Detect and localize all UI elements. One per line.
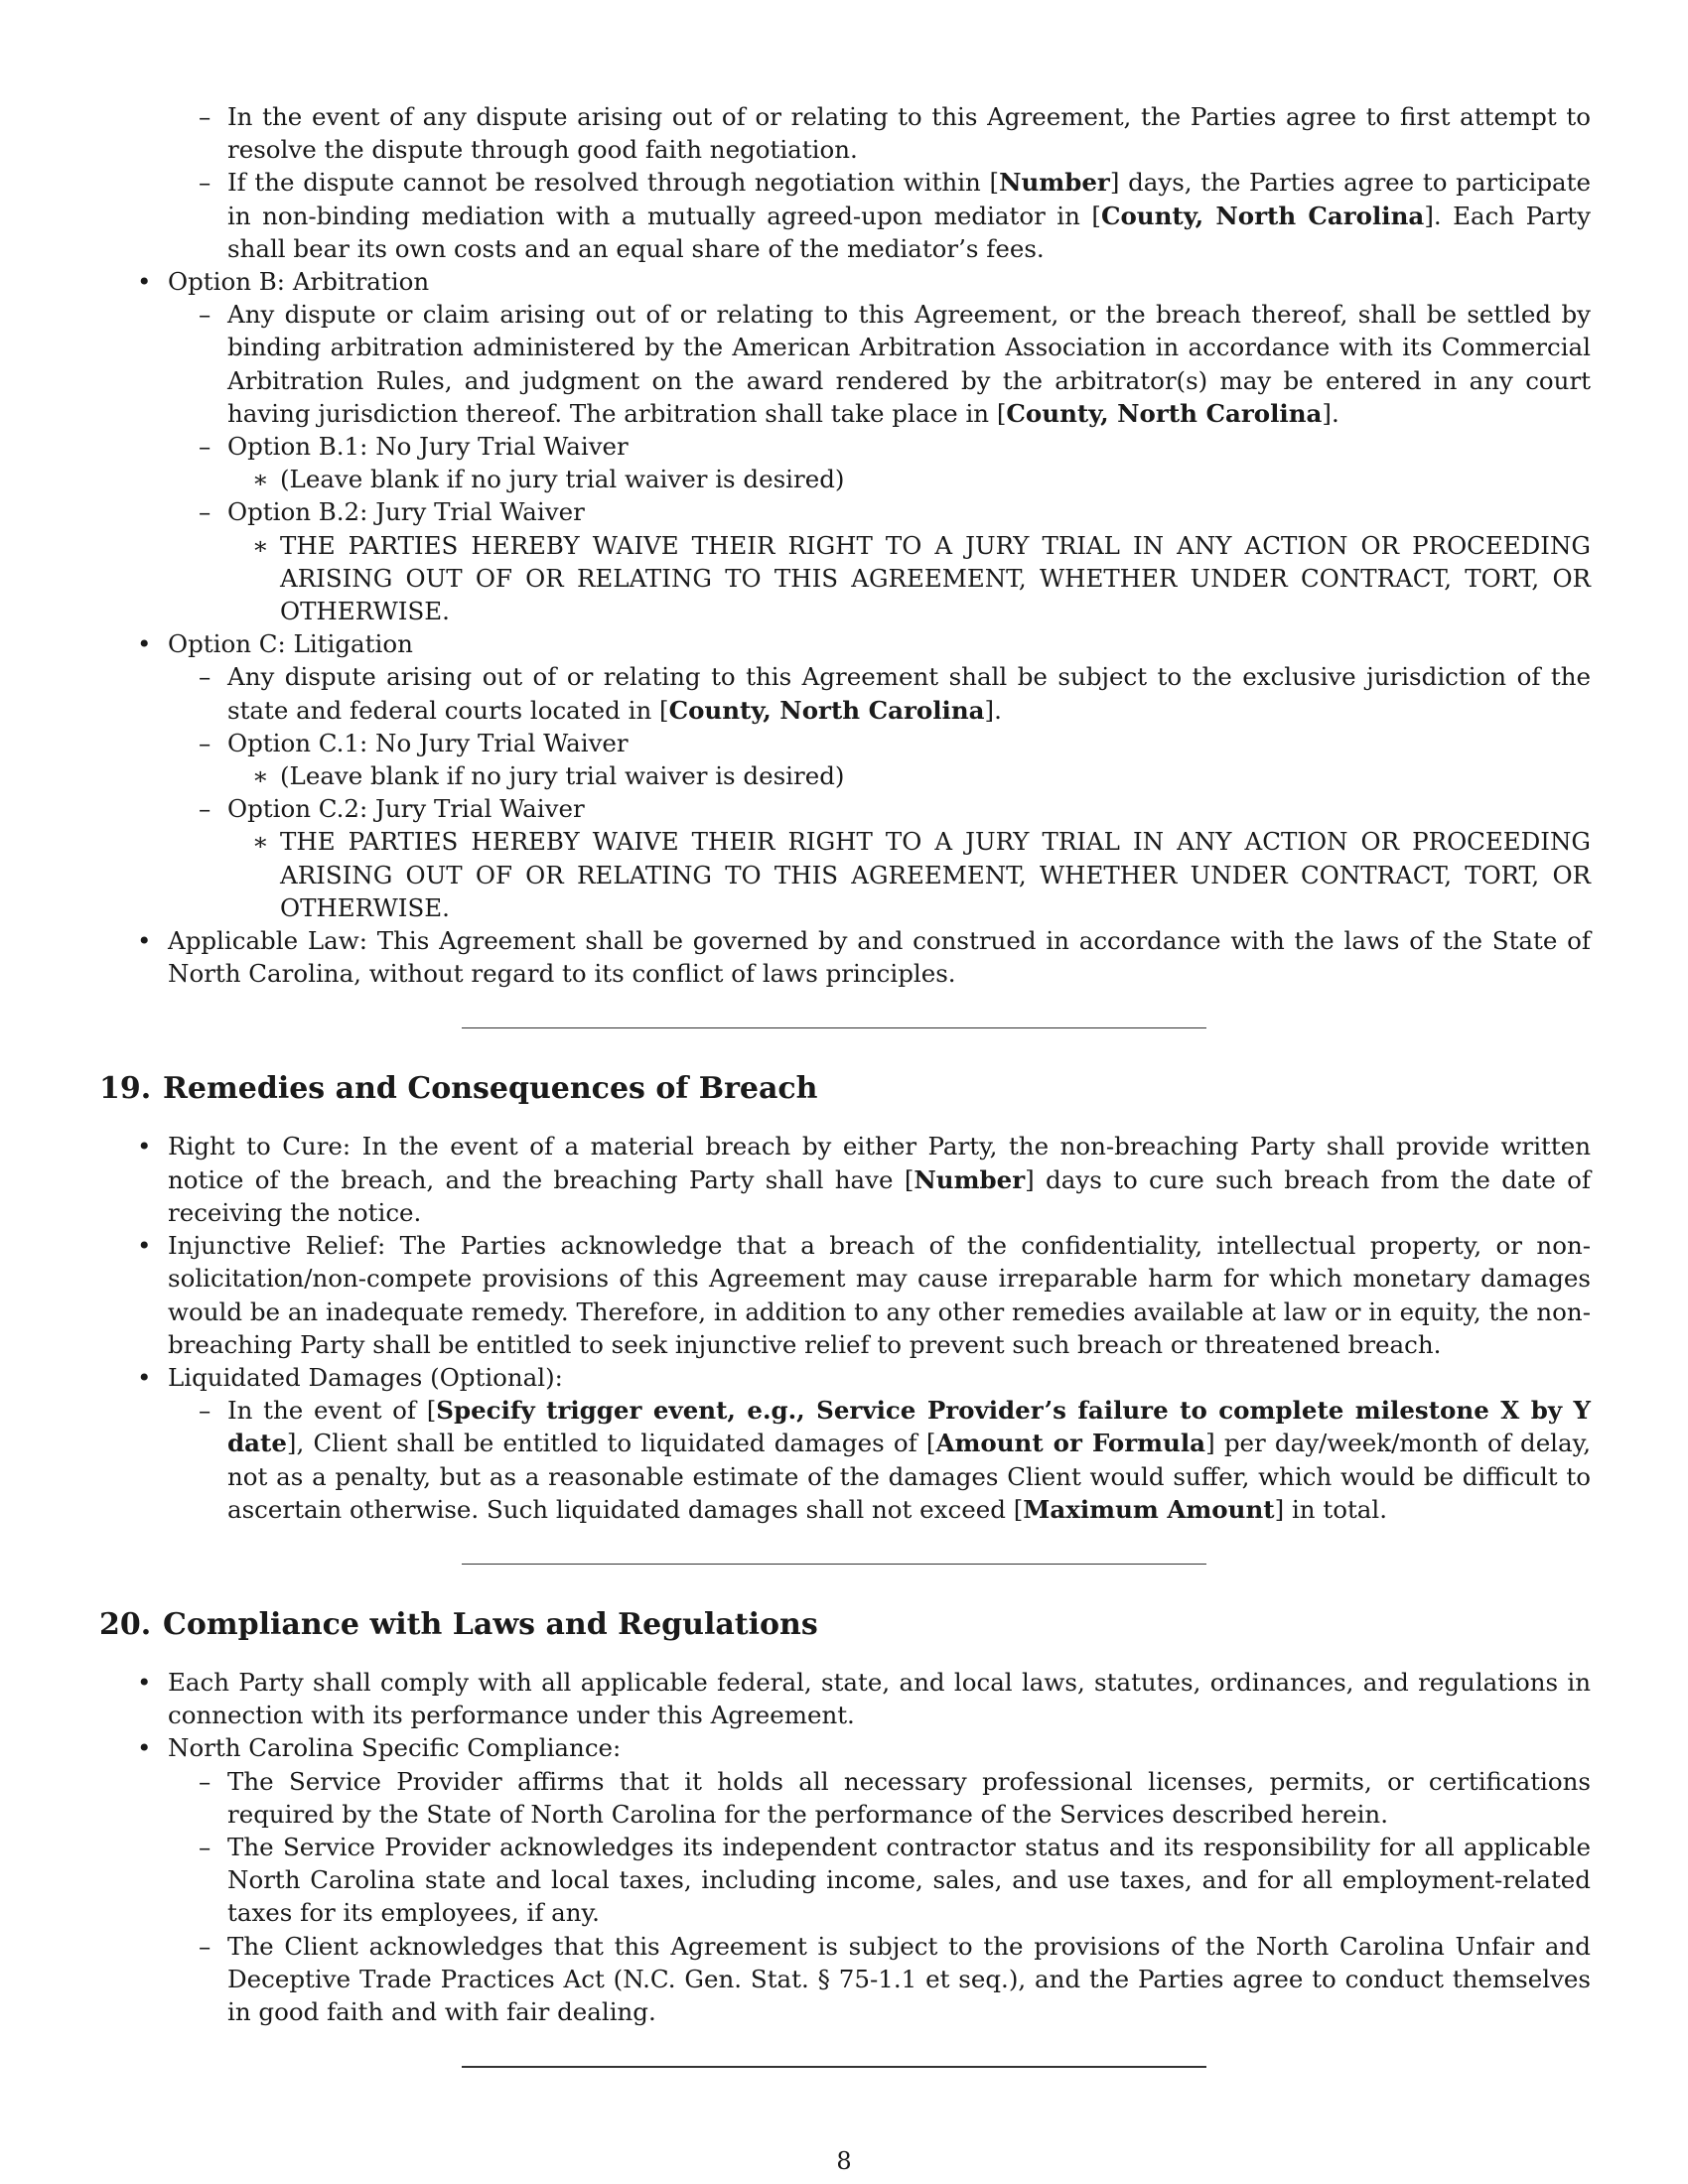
option-c1-note xyxy=(99,759,1591,792)
option-b-subitems xyxy=(99,298,1591,463)
option-c1-text: (Leave blank if no jury trial waiver is desired) xyxy=(280,761,845,791)
right-to-cure-text: Right to Cure: In the event of a material breach by either Party, the non-breaching Party shall provide written notice of the breach, and the breaching Party shall have [Number] days to cure such breach from the date of receiving the notice. xyxy=(168,1132,1591,1227)
nc-compliance-item xyxy=(99,1731,1591,1764)
general-compliance-item xyxy=(99,1666,1591,1731)
option-b1-label: Option B.1: No Jury Trial Waiver xyxy=(227,432,629,462)
option-c-label: Option C: Litigation xyxy=(168,629,413,659)
option-b1-note xyxy=(99,463,1591,495)
placeholder-field: County, North Carolina xyxy=(1006,398,1323,428)
option-c1-label: Option C.1: No Jury Trial Waiver xyxy=(227,728,629,757)
option-b2-text: THE PARTIES HEREBY WAIVE THEIR RIGHT TO A JURY TRIAL IN ANY ACTION OR PROCEEDING ARISING OUT OF OR RELATING TO THIS AGREEMENT, WHETHER UNDER CONTRACT, TORT, OR OTHERWISE. xyxy=(280,530,1591,626)
option-b-text: Any dispute or claim arising out of or relating to this Agreement, or the breach thereof, shall be settled by binding arbitration administered by the American Arbitration Association in accordance with its Commercial Arbitration Rules, and judgment on the award rendered by the arbitrator(s) may be entered in any court having jurisdiction thereof. The arbitration shall take place in [County, North Carolina]. xyxy=(227,300,1591,428)
section-19-heading xyxy=(99,1070,1591,1108)
option-b2-subitems xyxy=(99,529,1591,628)
option-b-label: • Option B: Arbitration xyxy=(168,267,430,297)
option-b2-list xyxy=(99,495,1591,528)
nc-udtpa-item xyxy=(99,1930,1591,2029)
page-content xyxy=(99,100,1591,2068)
nc-compliance-subitems xyxy=(99,1765,1591,2029)
applicable-law-list xyxy=(99,924,1591,990)
option-c2-item xyxy=(99,792,1591,825)
option-c-litigation xyxy=(99,627,1591,660)
option-c1-subitems xyxy=(99,759,1591,792)
section-19-list xyxy=(99,1130,1591,1394)
section-divider xyxy=(462,1027,1206,1028)
option-c2-subitems xyxy=(99,825,1591,924)
option-c-text: Any dispute arising out of or relating to this Agreement shall be subject to the exclusive jurisdiction of the state and federal courts located in [County, North Carolina]. xyxy=(227,662,1591,725)
section-divider xyxy=(462,2066,1206,2068)
option-a-mediation xyxy=(99,166,1591,265)
placeholder-field: Number xyxy=(914,1164,1026,1194)
right-to-cure-item xyxy=(99,1130,1591,1229)
option-a-negotiation-text: In the event of any dispute arising out of or relating to this Agreement, the Parties agree to first attempt to resolve the dispute through good faith negotiation. xyxy=(227,102,1591,165)
option-a-negotiation xyxy=(99,100,1591,166)
option-b2-waiver xyxy=(99,529,1591,628)
applicable-law-item xyxy=(99,924,1591,990)
liquidated-damages-text: In the event of [Specify trigger event, e.g., Service Provider’s failure to complete milestone X by Y date], Client shall be entitled to liquidated damages of [Amount or Formula] per day/week/month of delay, not as a penalty, but as a reasonable estimate of the damages Client would suffer, which would be difficult to ascertain otherwise. Such liquidated damages shall not exceed [Maximum Amount] in total. xyxy=(227,1396,1592,1524)
injunctive-relief-item xyxy=(99,1229,1591,1361)
placeholder-field: Maximum Amount xyxy=(1023,1494,1275,1524)
nc-licenses-text: The Service Provider affirms that it holds all necessary professional licenses, permits, or certifications required by the State of North Carolina for the performance of the Services described herein. xyxy=(227,1766,1591,1829)
page-number: 8 xyxy=(836,2147,852,2175)
option-b2-item xyxy=(99,495,1591,528)
section-20-number: 20. xyxy=(99,1606,152,1642)
option-b1-item xyxy=(99,430,1591,463)
option-a-subitems xyxy=(99,100,1591,265)
general-compliance-text: Each Party shall comply with all applicable federal, state, and local laws, statutes, ordinances, and regulations in connection with its performance under this Agreement. xyxy=(168,1667,1591,1730)
option-c2-text: THE PARTIES HEREBY WAIVE THEIR RIGHT TO A JURY TRIAL IN ANY ACTION OR PROCEEDING ARISING OUT OF OR RELATING TO THIS AGREEMENT, WHETHER UNDER CONTRACT, TORT, OR OTHERWISE. xyxy=(280,827,1591,922)
option-c1-item xyxy=(99,727,1591,759)
section-20-title: Compliance with Laws and Regulations xyxy=(163,1606,818,1642)
option-c2-waiver xyxy=(99,825,1591,924)
placeholder-field: Number xyxy=(999,168,1110,198)
liquidated-damages-clause xyxy=(99,1394,1591,1526)
liquidated-damages-item xyxy=(99,1361,1591,1394)
option-b-arbitration xyxy=(99,265,1591,298)
nc-compliance-label: North Carolina Specific Compliance: xyxy=(168,1733,622,1763)
section-19-title: Remedies and Consequences of Breach xyxy=(163,1071,818,1107)
applicable-law-text: Applicable Law: This Agreement shall be governed by and construed in accordance with the laws of the State of North Carolina, without regard to its conflict of laws principles. xyxy=(168,926,1591,989)
option-c2-label: Option C.2: Jury Trial Waiver xyxy=(227,794,585,824)
nc-taxes-item xyxy=(99,1831,1591,1930)
option-c-list xyxy=(99,627,1591,660)
nc-taxes-text: The Service Provider acknowledges its independent contractor status and its responsibility for all applicable North Carolina state and local taxes, including income, sales, and use taxes, and for all employment-related taxes for its employees, if any. xyxy=(227,1832,1591,1928)
injunctive-relief-text: Injunctive Relief: The Parties acknowledge that a breach of the confidentiality, intellectual property, or non-solicitation/non-compete provisions of this Agreement may cause irreparable harm for which monetary damages would be an inadequate remedy. Therefore, in addition to any other remedies available at law or in equity, the non-breaching Party shall be entitled to seek injunctive relief to prevent such breach or threatened breach. xyxy=(168,1231,1591,1359)
placeholder-field: Specify trigger event, e.g., Service Provider’s failure to complete milestone X by Y date xyxy=(227,1396,1591,1458)
option-b1-subitems xyxy=(99,463,1591,495)
placeholder-field: County, North Carolina xyxy=(1100,201,1425,230)
option-b1-text: (Leave blank if no jury trial waiver is desired) xyxy=(280,465,845,494)
placeholder-field: Amount or Formula xyxy=(935,1429,1206,1458)
section-divider xyxy=(462,1564,1206,1565)
liquidated-damages-label: Liquidated Damages (Optional): xyxy=(168,1362,563,1392)
dispute-options-list xyxy=(99,265,1591,298)
option-c-subitems xyxy=(99,660,1591,759)
nc-licenses-item xyxy=(99,1765,1591,1831)
section-19-number: 19. xyxy=(99,1071,152,1107)
section-20-heading xyxy=(99,1606,1591,1644)
option-c2-list xyxy=(99,792,1591,825)
liquidated-damages-subitems xyxy=(99,1394,1591,1526)
option-b2-label: Option B.2: Jury Trial Waiver xyxy=(227,497,585,527)
placeholder-field: County, North Carolina xyxy=(668,695,985,725)
nc-udtpa-text: The Client acknowledges that this Agreement is subject to the provisions of the North Carolina Unfair and Deceptive Trade Practices Act (N.C. Gen. Stat. § 75-1.1 et seq.), and the Parties agree to conduct themselves in good faith and with fair dealing. xyxy=(227,1931,1591,2026)
option-c-text-item xyxy=(99,660,1591,726)
option-b-text-item xyxy=(99,298,1591,430)
section-20-list xyxy=(99,1666,1591,1765)
option-a-mediation-text: If the dispute cannot be resolved through negotiation within [Number] days, the Parties agree to participate in non-binding mediation with a mutually agreed-upon mediator in [County, North Carolina]. Each Party shall bear its own costs and an equal share of the mediator’s fees. xyxy=(227,168,1592,263)
